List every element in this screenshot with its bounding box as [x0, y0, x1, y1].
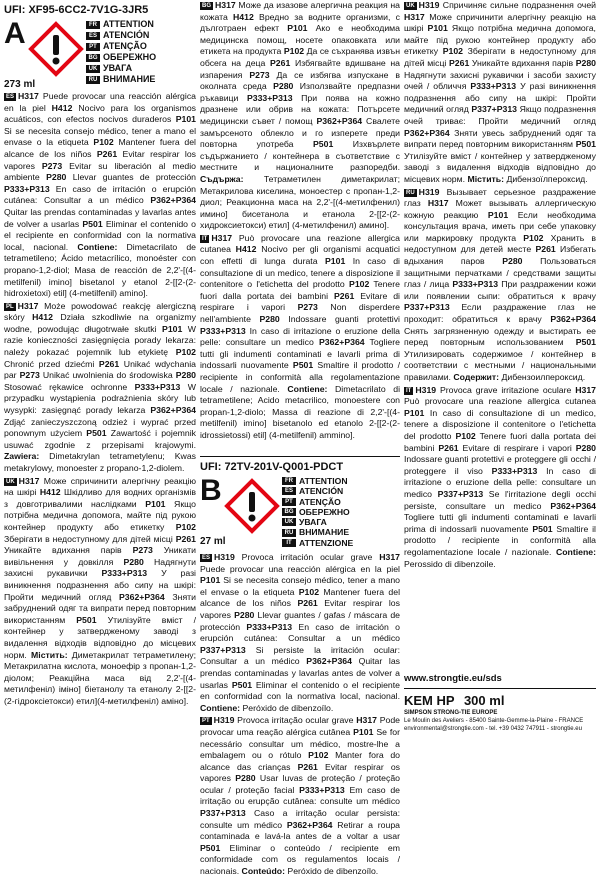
column-2 — [200, 0, 401, 877]
component-letter-b: B — [200, 474, 222, 507]
hazard-text: H319 Спричиняє сильне подразнення очей H317 Може спричинити алергічну реакцію на шкірі P101 Якщо потрібна медична допомога, майте під рукою контейнер продукту або етикетку P102 Зберігати в недоступному для дітей місці P261 Уникайте вдихання парів P280 Надягнути захисні рукавички і засоби захисту очей / обличчя P333+P313 У разі виникнення подразнення або сипу на шкірі: Пройти медичний огляд P337+P313 Якщо подразнення очей триває: Пройти медичний огляд P362+P364 Зняти увесь забруднений одяг та випрати перед повторним використанням P501 Утилізуйте вміст / контейнер у затвердженому заводі з видалення відходів відповідно до місцевих норм. Містить: Дибензоїлпероксид. — [404, 0, 597, 184]
hazard-text: H317 Può provocare una reazione allergica cutanea H412 Nocivo per gli organismi acquatici con effetti di lunga durata P101 In caso di consultazione di un medico, tenere a disposizione il contenitore o l'etichetta del prodotto P102 Tenere fuori dalla portata dei bambini P261 Evitare di respirare i vapori P273 Non disperdere nell'ambiente P280 Indossare guanti protettivi P333+P313 In caso di irritazione o eruzione della pelle: consultare un medico P362+P364 Togliere tutti gli indumenti contaminati e lavarli prima di indossarli nuovamente P501 Smaltire il prodotto / recipiente in conformità alla regolamentazione locale / nazionale. Contiene: Dimetacrilato di tetrametilene; Acido metacrilico, monoestere con propan-1,2-diolo; Massa di reazione di 2,2'-[(4-metilfenil) imino] bisetanolo ed etanolo 2-[[2-(2-idrossietossi) etil] (4-metilfenil) ammino]. — [200, 232, 400, 440]
hazard-text-paragraph — [404, 385, 596, 571]
signal-words-a — [86, 19, 156, 85]
volume-b: 27 ml — [200, 536, 226, 547]
product-name-bar — [404, 693, 596, 709]
hazard-text-paragraph — [200, 233, 400, 442]
hazard-text: H317 Puede provocar una reacción alérgica en la piel H412 Nocivo para los organismos acuáticos, con efectos nocivos duraderos P101 Si se necesita consejo médico, tener a mano el envase o la etiqueta P102 Mantener fuera del alcance de los niños P261 Evitar respirar los vapores P273 Evitar su liberación al medio ambiente P280 Llevar guantes de protección P333+P313 En caso de irritación o erupción cutánea: Consultar a un médico P362+P364 Quitar las prendas contaminadas y lavarlas antes de volver a usarlas P501 Eliminar el contenido o el recipiente en conformidad con la normativa local, nacional. Contiene: Dimetacrilato de tetrametileno; Ácido metacrílico, monoéster con propano-1,2-diol; Masa de reacción de 2,2'-[(4-metilfenil) imino] bisetanol y etanol 2-[[2-(2-hidroxietoxi) etil] (4-metilfenil) amino]. — [4, 91, 197, 299]
signal-word-row — [282, 517, 353, 527]
language-flag: UK — [406, 3, 415, 9]
company-contact: environmental@strongtie.com - tel. +39 0432 747911 - strongtie.eu — [404, 726, 582, 732]
hazard-text-paragraph — [200, 715, 400, 877]
language-flag: ES — [86, 32, 100, 40]
hazard-text-paragraph — [4, 91, 196, 300]
signal-word: ВНИМАНИЕ — [103, 74, 156, 84]
signal-word-row — [282, 486, 353, 496]
signal-word: ОБЕРЕЖНО — [103, 52, 157, 62]
signal-word: ОБЕРЕЖНО — [299, 506, 350, 517]
signal-word: ВНИМАНИЕ — [299, 527, 350, 538]
signal-word-row — [86, 63, 156, 74]
hazard-text-paragraph — [404, 187, 596, 384]
signal-word: ATTENTION — [103, 19, 154, 29]
hazard-block-a — [4, 19, 196, 85]
signal-word: ATENÇÃO — [299, 496, 341, 507]
language-flag: UK — [282, 518, 296, 526]
column-3 — [404, 0, 596, 752]
signal-word-row — [282, 538, 353, 548]
language-flag: IT — [202, 235, 208, 242]
hazard-text: H319 Provoca irritação ocular grave H317 Pode provocar uma reação alérgica cutânea P101 Se for necessário consultar um médico, mostre-lhe a embalagem ou o rótulo P102 Manter fora do alcance das crianças P261 Evitar respirar os vapores P280 Usar luvas de proteção / proteção ocular / proteção facial P333+P313 Em caso de irritação ou erupção cutânea: consulte um médico P337+P313 Caso a irritação ocular persista: consulte um médico P362+P364 Retirar a roupa contaminada e lavá-la antes de a voltar a usar P501 Eliminar o conteúdo / recipiente em conformidade com os regulamentos locais / nacionais. Conteúdo: Peróxido de dibenzoílo. — [200, 715, 401, 877]
language-flag: BG — [202, 3, 211, 9]
language-flag: BG — [282, 508, 296, 516]
signal-word: ATTENTION — [299, 476, 348, 486]
language-flag: IT — [406, 387, 412, 394]
signal-word: ATENÇÃO — [103, 41, 147, 51]
hazard-text-paragraph — [4, 301, 196, 475]
signal-word: УВАГА — [299, 517, 327, 528]
language-flag: PT — [282, 498, 296, 506]
language-flag: RU — [86, 76, 100, 84]
language-flag: RU — [282, 529, 296, 537]
signal-word: УВАГА — [103, 63, 133, 73]
component-letter-a: A — [4, 17, 26, 50]
hazard-text: H317 Може спричинити алергічну реакцію на шкірі H412 Шкідливо для водних організмів з довготривалими наслідками P101 Якщо потрібна медична допомога, майте під рукою контейнер продукту або етикетку P102 Зберігати в недоступному для дітей місці P261 Уникайте вдихання парів P273 Уникати вивільнення у довкілля P280 Надягнути захисні рукавички P333+P313 У разі виникнення подразнення або сипу на шкірі: Пройти медичний огляд P362+P364 Зняти забруднений одяг та випрати перед повторним використанням P501 Утилізуйте вміст / контейнер у затвердженому заводі з видалення відходів відповідно до місцевих норм. Містить: Диметакрилат тетраметилену; Метакрилатна кислота, моноефір з пропан-1,2-діолом; Реакційна маса від 2,2'-[(4-метилфеніл) іміно] біетанолу та етанолу 2-[[2-(2-гідроксіетокси) етил](4-метилфеніл) аміно]. — [4, 475, 197, 706]
signal-word-row — [86, 19, 156, 30]
hazard-text: H319 Вызывает серьезное раздражение глаз H317 Может вызывать аллергическую кожную реакцию P101 Если необходима консультация врача, иметь при себе упаковку или маркировку продукта P102 Хранить в недоступном для детей месте P261 Избегать вдыхания паров P280 Пользоваться защитными перчатками / средствами защиты глаз / лица P333+P313 При раздражении кожи или появлении сыпи: обратиться к врачу P337+P313 Если раздражение глаз не проходит: обратиться к врачу P362+P364 Снять загрязненную одежду и выстирать ее перед повторным использованием P501 Утилизировать содержимое / контейнер в соответствии с местными / национальными правилами. Содержит: Дибензоилпероксид. — [404, 186, 596, 382]
hazard-text: H317 Може да изазове алергична реакция на кожата H412 Вредно за водните организми, с дълготраен ефект P101 Ако е необходима медицинска помощ, носете опаковката или етикета на продукта P102 Да се съхранява извън обсега на деца P261 Избягвайте вдишване на изпарения P273 Да се избягва изпускане в околната среда P280 Използвайте предпазни ръкавици P333+P313 При поява на кожно дразнене или обрив на кожата: Потърсете медицински съвет / помощ P362+P364 Свалете замърсеното облекло и го изперете преди повторна употреба P501 Изхвърлете съдържанието / контейнера в съответствие с местните и националните разпоредби. Съдържа: Тетраметилен диметакрилат; Метакрилова киселина, моноестер с пропан-1,2-диол; Реакционна маса на 2,2'-[(4-метилфенил) имино] бисетанола и етанола 2-[[2-(2-хидроксиетокси) етил] (4-метилфенил) амино]. — [200, 0, 401, 231]
hazard-text-paragraph — [200, 552, 400, 714]
language-flag: ES — [202, 555, 211, 561]
hazard-text: H319 Provoca irritación ocular grave H317 Puede provocar una reacción alérgica en la piel P101 Si se necesita consejo médico, tener a mano el envase o la etiqueta P102 Mantener fuera del alcance de los niños P261 Evitar respirar los vapores P280 Llevar guantes / gafas / máscara de protección P333+P313 En caso de irritación o erupción cutánea: Consultar a un médico P337+P313 Si persiste la irritación ocular: Consultar a un médico P362+P364 Quitar las prendas contaminadas y lavarlas antes de volver a usarlas P501 Eliminar el contenido o el recipiente en conformidad con la normativa local, nacional. Contiene: Peróxido de dibenzoílo. — [200, 552, 401, 713]
language-flag: PL — [6, 303, 14, 310]
signal-word-row — [86, 52, 156, 63]
company-name: SIMPSON STRONG-TIE EUROPE — [404, 710, 498, 716]
language-flag: ES — [282, 487, 296, 495]
sds-website[interactable]: www.strongtie.eu/sds — [404, 673, 502, 684]
language-flag: FR — [282, 477, 296, 485]
divider — [200, 456, 400, 457]
product-name: KEM HP — [404, 693, 455, 708]
column-3-text — [404, 0, 596, 670]
ufi-code-b: UFI: 72TV-201V-Q001-PDCT — [200, 461, 344, 473]
language-flag: PT — [86, 43, 100, 51]
language-flag: UK — [86, 65, 100, 73]
signal-word-row — [86, 74, 156, 85]
language-flag: UK — [6, 478, 15, 485]
column-1 — [4, 0, 196, 752]
hazard-text: H319 Provoca grave irritazione oculare H317 Può provocare una reazione allergica cutanea P101 In caso di consultazione di un medico, tenere a disposizione il contenitore o l'etichetta del prodotto P102 Tenere fuori dalla portata dei bambini P261 Evitare di respirare i vapori P280 Indossare guanti protettivi e proteggere gli occhi / proteggere il viso P333+P313 In caso di irritazione o eruzione della pelle: consultare un medico P337+P313 Se l'irritazione degli occhi persiste, consultare un medico P362+P364 Togliere tutti gli indumenti contaminati e lavarli prima di indossarli nuovamente P501 Smaltire il prodotto / recipiente in conformità alla regolamentazione locale / nazionale. Contiene: Perossido di dibenzoile. — [404, 384, 596, 569]
language-flag: ES — [6, 94, 15, 100]
language-flag: IT — [282, 539, 296, 547]
language-flag: RU — [406, 189, 415, 196]
signal-word: ATENCIÓN — [103, 30, 150, 40]
signal-word-row — [282, 497, 353, 507]
divider — [404, 688, 596, 689]
signal-word-row — [282, 527, 353, 537]
signal-words-b — [282, 476, 353, 548]
exclamation-pictogram-icon — [30, 23, 82, 75]
signal-word-row — [282, 476, 353, 486]
volume-a: 273 ml — [4, 79, 36, 90]
signal-word-row — [86, 41, 156, 52]
manufacturer-info — [404, 709, 596, 733]
signal-word-row — [86, 30, 156, 41]
language-flag: FR — [86, 21, 100, 29]
language-flag: BG — [86, 54, 100, 62]
company-address: Le Moulin des Aveliers - 85400 Sainte-Gemme-la-Plaine - FRANCE — [404, 718, 584, 724]
hazard-text-paragraph — [4, 476, 196, 708]
signal-word: ATENCIÓN — [299, 486, 344, 497]
exclamation-pictogram-icon — [226, 480, 278, 532]
product-volume: 300 ml — [463, 693, 505, 708]
column-2-top — [200, 0, 400, 452]
hazard-text-paragraph — [200, 0, 400, 232]
ufi-code-a: UFI: XF95-6CC2-7V1G-3JR5 — [4, 4, 149, 16]
signal-word: ATTENZIONE — [299, 537, 354, 548]
hazard-text: H317 Może powodować reakcję alergiczną skóry H412 Działa szkodliwie na organizmy wodne, powodując długotrwałe skutki P101 W razie konieczności zasięgnięcia porady lekarza: należy pokazać pojemnik lub etykietę P102 Chronić przed dziećmi P261 Unikać wdychania par P273 Unikać uwolnienia do środowiska P280 Stosować rękawice ochronne P333+P313 W przypadku wystąpienia podrażnienia skóry lub wysypki: zasięgnąć porady lekarza P362+P364 Zdjąć zanieczyszczoną odzież i wyprać przed ponownym użyciem P501 Zawartość i pojemnik usuwać zgodnie z przepisami krajowymi. Zawiera: Dimetakrylan tetrametylenu; Kwas metakrylowy, monoester z propano-1,2-diolem. — [4, 300, 196, 473]
language-flag: PT — [202, 718, 210, 725]
hazard-text-paragraph — [404, 0, 596, 186]
signal-word-row — [282, 507, 353, 517]
